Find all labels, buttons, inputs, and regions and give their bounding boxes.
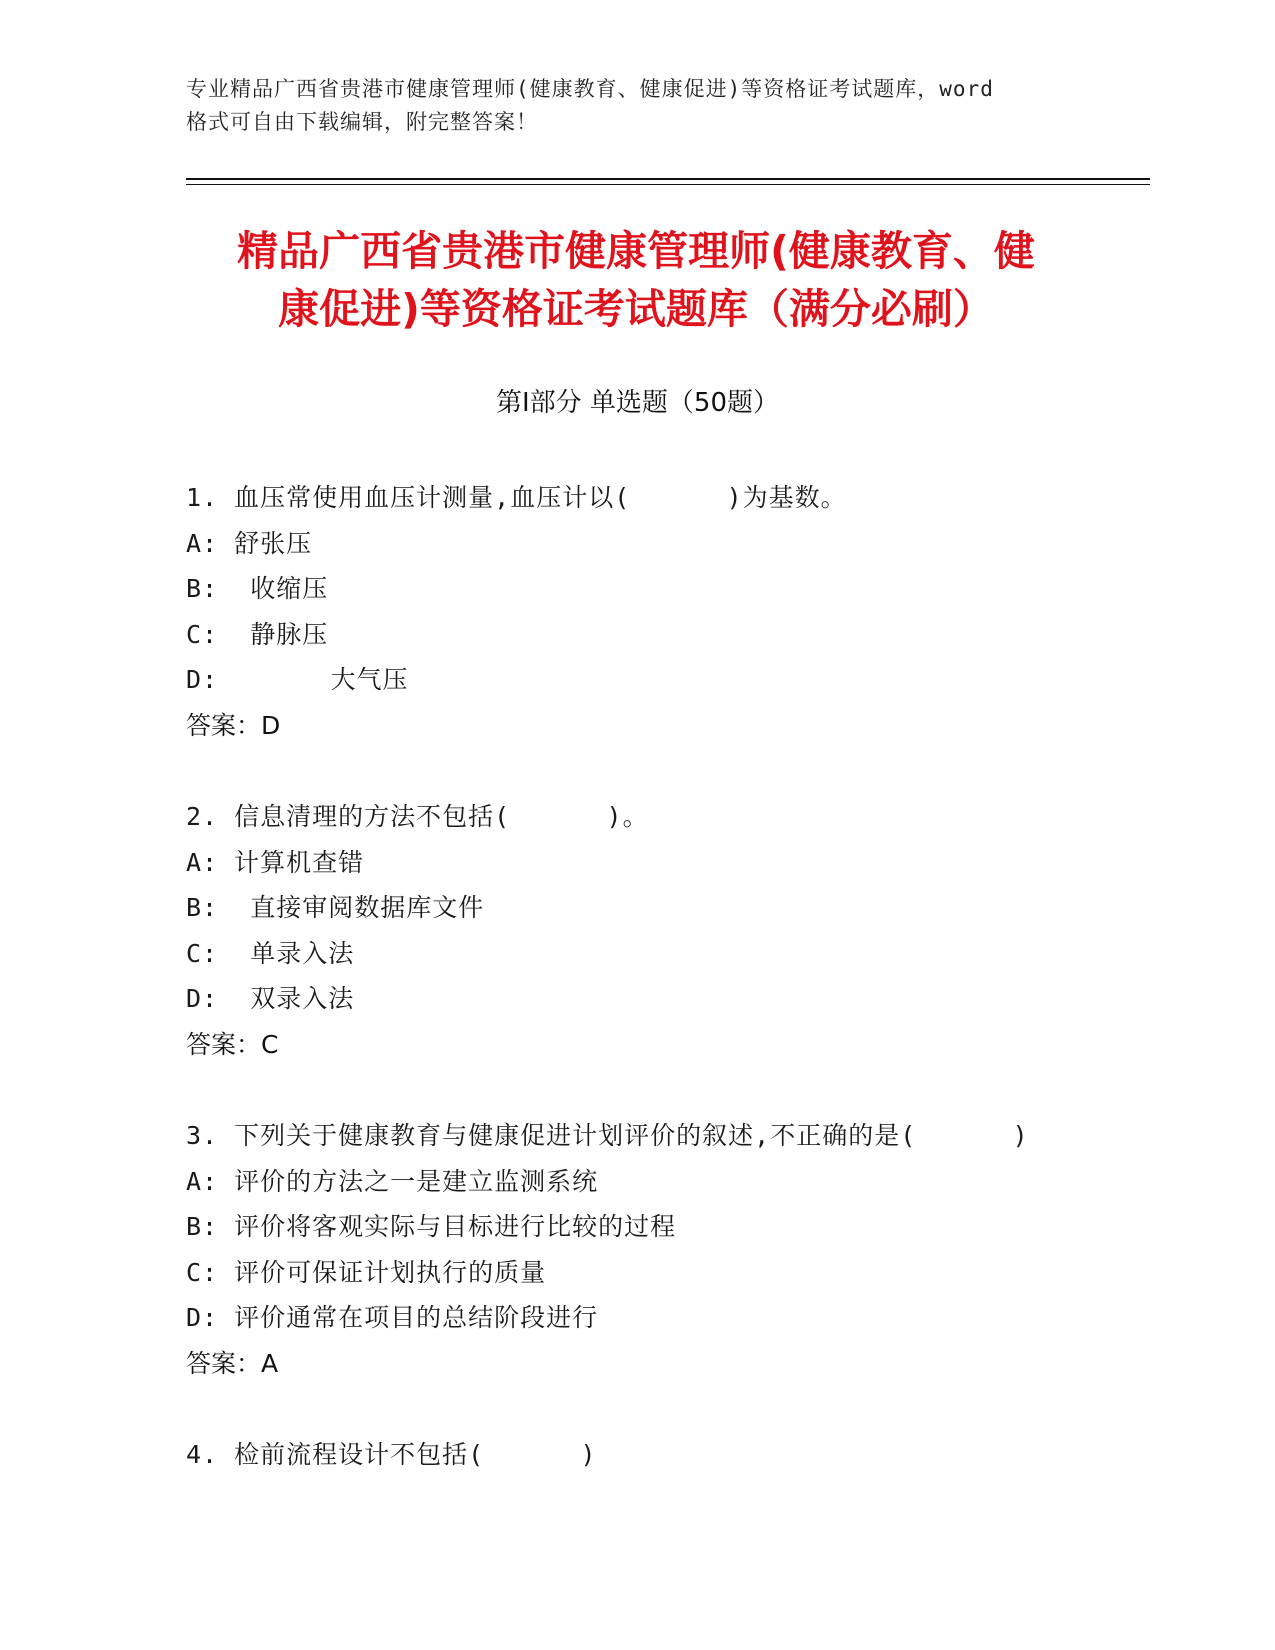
option-d: D: 大气压 xyxy=(186,665,409,694)
header-note-line2: 格式可自由下载编辑，附完整答案！ xyxy=(186,110,538,134)
option-c: C: 静脉压 xyxy=(186,619,329,649)
question-4 xyxy=(186,1432,1086,1478)
option-b: B: 评价将客观实际与目标进行比较的过程 xyxy=(186,1212,677,1241)
option-a: A: 计算机查错 xyxy=(186,847,365,877)
document-title-line2: 康促进)等资格证考试题库（满分必刷） xyxy=(278,285,994,333)
question-stem: 1. 血压常使用血压计测量,血压计以( )为基数。 xyxy=(186,483,847,512)
question-3 xyxy=(186,1113,1086,1386)
option-c: C: 单录入法 xyxy=(186,938,355,968)
answer: 答案：D xyxy=(186,710,281,740)
answer: 答案：C xyxy=(186,1029,279,1059)
option-d: D: 评价通常在项目的总结阶段进行 xyxy=(186,1303,599,1332)
option-c: C: 评价可保证计划执行的质量 xyxy=(186,1257,547,1287)
header-note xyxy=(186,73,1086,139)
question-1 xyxy=(186,475,1086,748)
answer: 答案：A xyxy=(186,1348,279,1378)
header-divider xyxy=(186,178,1150,180)
option-b: B: 直接审阅数据库文件 xyxy=(186,893,485,922)
option-a: A: 评价的方法之一是建立监测系统 xyxy=(186,1166,599,1196)
option-b: B: 收缩压 xyxy=(186,574,329,603)
question-list xyxy=(186,475,1086,1524)
question-stem: 4. 检前流程设计不包括( ) xyxy=(186,1440,597,1469)
question-stem: 2. 信息清理的方法不包括( )。 xyxy=(186,802,649,831)
header-note-line1: 专业精品广西省贵港市健康管理师(健康教育、健康促进)等资格证考试题库，word xyxy=(186,77,994,101)
document-title xyxy=(186,222,1086,338)
option-d: D: 双录入法 xyxy=(186,984,355,1013)
option-a: A: 舒张压 xyxy=(186,528,313,558)
section-title: 第Ⅰ部分 单选题（50题） xyxy=(495,388,780,418)
header-divider-thin xyxy=(186,184,1150,185)
question-stem: 3. 下列关于健康教育与健康促进计划评价的叙述,不正确的是( ) xyxy=(186,1121,1029,1150)
question-2 xyxy=(186,794,1086,1067)
document-title-line1: 精品广西省贵港市健康管理师(健康教育、健 xyxy=(237,227,1035,275)
